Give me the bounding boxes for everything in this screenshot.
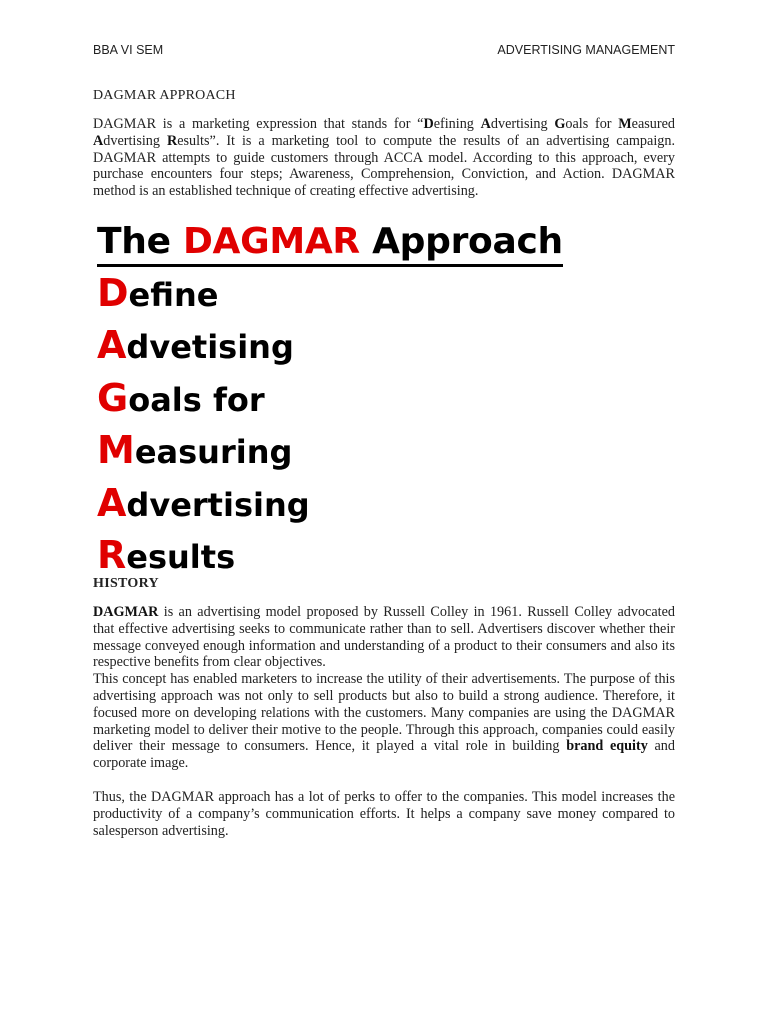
acronym-line xyxy=(97,320,601,373)
intro-initial: D xyxy=(423,116,434,132)
intro-word: oals for xyxy=(565,116,619,132)
intro-initial: G xyxy=(554,116,566,132)
history-text: and corporate image. xyxy=(93,738,675,772)
document-body xyxy=(93,88,675,839)
intro-word: easured xyxy=(631,116,675,132)
dagmar-bold: DAGMAR xyxy=(93,603,159,620)
acronym-line xyxy=(97,268,601,321)
dagmar-banner-image xyxy=(97,220,601,578)
acronym-line xyxy=(97,425,601,478)
paragraph-gap xyxy=(93,772,675,789)
acronym-word: oals for xyxy=(128,380,265,419)
intro-paragraph xyxy=(93,116,675,200)
page-header xyxy=(93,43,675,57)
acronym-initial: G xyxy=(97,375,129,420)
banner-title-pre: The xyxy=(97,220,183,262)
intro-word: dvertising xyxy=(103,132,167,149)
history-text: is an advertising model proposed by Russell Colley in 1961. Russell Colley advocated that effective advertising seeks to communicate rather than to sell. Advertisers discover whether their message conveyed enough information and understanding of a product to their consumers and also its respective benefits from clear objectives. xyxy=(93,603,675,671)
acronym-initial: R xyxy=(97,533,127,578)
intro-word: dvertising xyxy=(490,116,555,132)
intro-text: ”. It is a marketing tool to compute the results of an advertising campaign. DAGMAR attempts to guide customers through ACCA model. According to this approach, every purchase encounters four steps; Awareness, Comprehension, Conviction, and Action. DAGMAR method is an established technique of creating effective advertising. xyxy=(93,132,675,200)
acronym-initial: A xyxy=(97,480,127,525)
acronym-line xyxy=(97,478,601,531)
acronym-line xyxy=(97,373,601,426)
intro-initial: R xyxy=(166,132,178,149)
acronym-initial: A xyxy=(97,323,127,368)
banner-title-post: Approach xyxy=(372,220,563,262)
history-heading: HISTORY xyxy=(93,575,159,591)
acronym-word: efine xyxy=(128,275,219,314)
intro-initial: M xyxy=(618,116,632,132)
banner-title-red: DAGMAR xyxy=(182,220,373,262)
intro-initial: A xyxy=(480,116,491,132)
brand-equity-bold: brand equity xyxy=(566,738,648,755)
intro-initial: A xyxy=(93,132,104,149)
acronym-initial: D xyxy=(97,270,129,315)
acronym-word: esults xyxy=(126,538,236,577)
acronym-list xyxy=(97,268,601,583)
intro-text: DAGMAR is a marketing expression that stands for “ xyxy=(93,116,424,132)
history-text: This concept has enabled marketers to increase the utility of their advertisements. The purpose of this advertising approach was not only to sell products but also to build a strong audience. Therefore, it focused more on developing relations with the customers. Many companies are using the DAGMAR marketing model to deliver their motive to the people. Through this approach, companies could easily deliver their message to consumers. Hence, it played a vital role in building xyxy=(93,671,675,755)
history-paragraph-3: Thus, the DAGMAR approach has a lot of perks to offer to the companies. This model increases the productivity of a company’s communication efforts. It helps a company save money compared to salesperson advertising. xyxy=(93,788,675,839)
acronym-word: dvetising xyxy=(126,328,294,367)
acronym-line xyxy=(97,530,601,583)
history-paragraph-1 xyxy=(93,604,675,671)
acronym-initial: M xyxy=(97,428,135,473)
section-title: DAGMAR APPROACH xyxy=(93,88,236,103)
acronym-word: easuring xyxy=(134,433,293,472)
header-course: BBA VI SEM xyxy=(93,43,164,57)
banner-title xyxy=(97,220,563,267)
intro-word: efining xyxy=(433,116,481,132)
header-subject: ADVERTISING MANAGEMENT xyxy=(497,43,675,57)
intro-word: esults xyxy=(177,132,210,149)
history-paragraph-2 xyxy=(93,671,675,772)
acronym-word: dvertising xyxy=(126,485,310,524)
